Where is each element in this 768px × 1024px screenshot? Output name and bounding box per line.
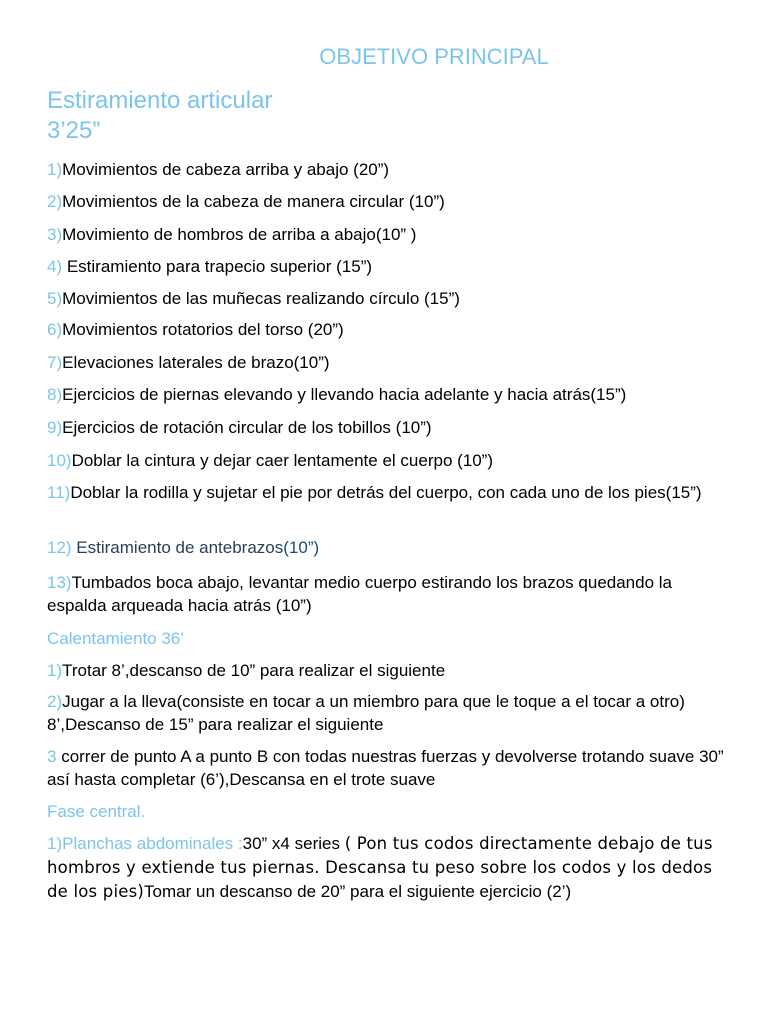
item-text: Estiramiento de antebrazos	[71, 538, 284, 557]
list-item	[47, 832, 727, 904]
item-text: correr de punto A a punto B con todas nuestras fuerzas y devolverse trotando suave 30” así hasta completar (6’),Descansa en el trote suave	[47, 747, 724, 789]
section-heading-stretching	[47, 86, 272, 146]
item-text: Doblar la cintura y dejar caer lentamente el cuerpo (10”)	[71, 451, 494, 470]
page-title: OBJETIVO PRINCIPAL	[319, 44, 549, 69]
list-item	[47, 659, 727, 682]
list-item	[47, 745, 727, 791]
heading-line-1: Estiramiento articular	[47, 87, 273, 114]
list-item	[47, 481, 727, 504]
item-number: 3)	[47, 225, 63, 244]
list-item	[47, 383, 727, 406]
item-number: 5)	[47, 289, 63, 308]
item-text: Movimiento de hombros de arriba a abajo(10” )	[62, 225, 417, 244]
item-number: 8)	[47, 385, 63, 404]
heading-line-2: 3’25”	[47, 117, 101, 144]
item-text: Ejercicios de piernas elevando y llevando hacia adelante y hacia atrás(15”)	[62, 385, 627, 404]
list-item	[47, 416, 727, 439]
list-item	[47, 571, 727, 617]
list-item	[47, 690, 727, 736]
list-item	[47, 351, 727, 374]
item-text: Movimientos de las muñecas realizando círculo (15”)	[62, 289, 460, 308]
list-item	[47, 449, 727, 472]
item-number: 6)	[47, 320, 63, 339]
list-item	[47, 255, 727, 278]
item-text: 30” x4 series	[242, 834, 345, 853]
item-text: Trotar 8’,descanso de 10” para realizar el siguiente	[62, 661, 446, 680]
item-number: 3	[47, 747, 57, 766]
item-number: 1)	[47, 160, 63, 179]
item-text: Jugar a la lleva(consiste en tocar a un miembro para que le toque a el tocar a otro) 8’,Descanso de 15” para realizar el siguiente	[47, 692, 685, 734]
item-number: 4)	[47, 257, 63, 276]
item-number: 7)	[47, 353, 63, 372]
list-item	[47, 158, 727, 181]
item-text: Doblar la rodilla y sujetar el pie por detrás del cuerpo, con cada uno de los pies(15”)	[70, 483, 702, 502]
item-number: 2)	[47, 192, 63, 211]
item-number: 2)	[47, 692, 63, 711]
item-text: Ejercicios de rotación circular de los tobillos (10”)	[62, 418, 432, 437]
list-item	[47, 190, 727, 213]
section-heading-central: Fase central.	[47, 802, 146, 821]
item-number: 9)	[47, 418, 63, 437]
list-item	[47, 318, 727, 341]
list-item	[47, 287, 727, 310]
section-heading-warmup: Calentamiento 36’	[47, 629, 185, 648]
item-number: 1)	[47, 661, 63, 680]
item-text: Estiramiento para trapecio superior (15”)	[62, 257, 373, 276]
item-text: Movimientos de la cabeza de manera circular (10”)	[62, 192, 445, 211]
list-item	[47, 536, 727, 559]
item-text: Elevaciones laterales de brazo(10”)	[62, 353, 330, 372]
item-text: Movimientos rotatorios del torso (20”)	[62, 320, 344, 339]
item-number: 13)	[47, 573, 72, 592]
item-number: 11)	[47, 483, 71, 502]
list-item	[47, 223, 727, 246]
item-text: Tumbados boca abajo, levantar medio cuerpo estirando los brazos quedando la espalda arqueada hacia atrás (10”)	[47, 573, 672, 615]
item-instructions: ( Pon tus codos directamente debajo de tus hombros y extiende tus piernas. Descansa tu peso sobre los codos y los dedos de los pies)	[47, 834, 713, 901]
item-text: Movimientos de cabeza arriba y abajo (20”)	[62, 160, 390, 179]
item-number: 12)	[47, 538, 72, 557]
item-duration: (10”)	[283, 538, 320, 557]
item-number: 10)	[47, 451, 72, 470]
item-rest: Tomar un descanso de 20” para el siguiente ejercicio (2’)	[144, 882, 572, 901]
item-number: 1)	[47, 834, 63, 853]
item-label: Planchas abdominales :	[62, 834, 243, 853]
